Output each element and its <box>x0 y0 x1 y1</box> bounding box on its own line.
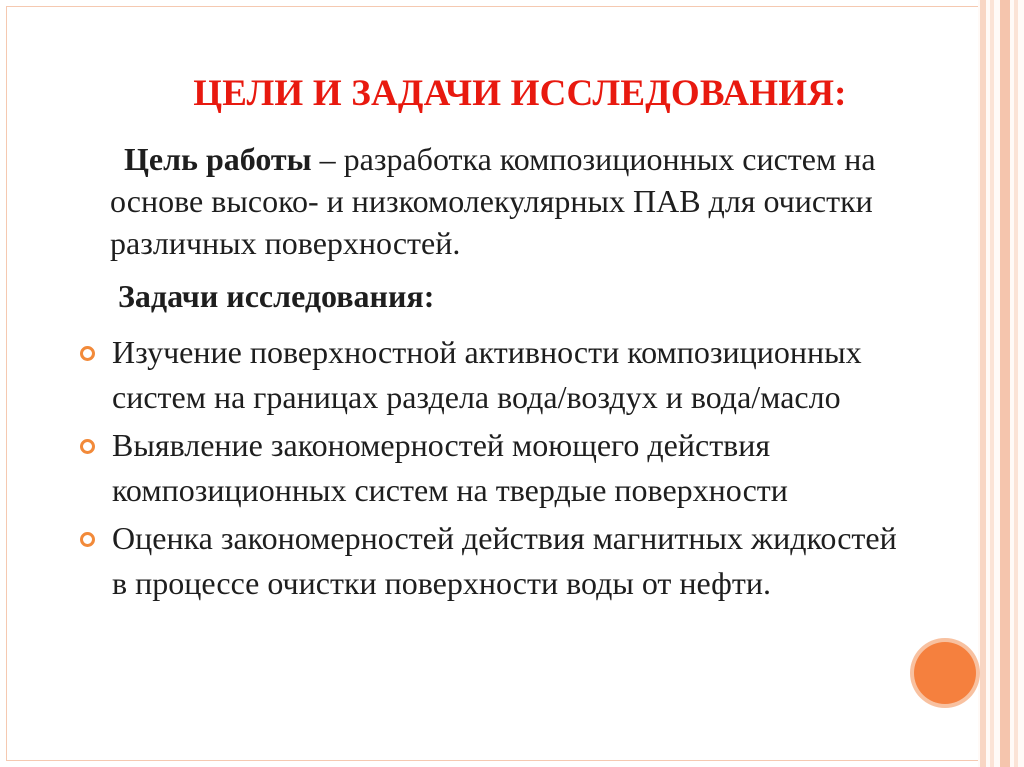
task-text: Оценка закономерностей действия магнитных жидкостей в процессе очистки поверхности воды от нефти. <box>112 520 897 601</box>
task-item <box>80 423 910 513</box>
slide-title: ЦЕЛИ И ЗАДАЧИ ИССЛЕДОВАНИЯ: <box>193 73 847 114</box>
task-item <box>80 516 910 606</box>
tasks-list <box>80 330 910 609</box>
ring-bullet-icon <box>80 532 95 547</box>
goal-text: – разработка композиционных систем на основе высоко- и низкомолекулярных ПАВ для очистки различных поверхностей. <box>110 141 876 261</box>
stripe <box>980 0 986 767</box>
task-item <box>80 330 910 420</box>
stripe <box>1000 0 1010 767</box>
stripe <box>990 0 994 767</box>
goal-paragraph <box>110 138 910 264</box>
task-text: Изучение поверхностной активности композиционных систем на границах раздела вода/воздух и вода/масло <box>112 334 862 415</box>
decorative-stripes <box>978 0 1024 767</box>
task-text: Выявление закономерностей моющего действия композиционных систем на твердые поверхности <box>112 427 788 508</box>
ring-bullet-icon <box>80 346 95 361</box>
goal-label: Цель работы <box>124 141 312 177</box>
orange-circle-decoration <box>914 642 976 704</box>
stripe <box>1014 0 1018 767</box>
tasks-heading: Задачи исследования: <box>118 278 435 314</box>
ring-bullet-icon <box>80 439 95 454</box>
